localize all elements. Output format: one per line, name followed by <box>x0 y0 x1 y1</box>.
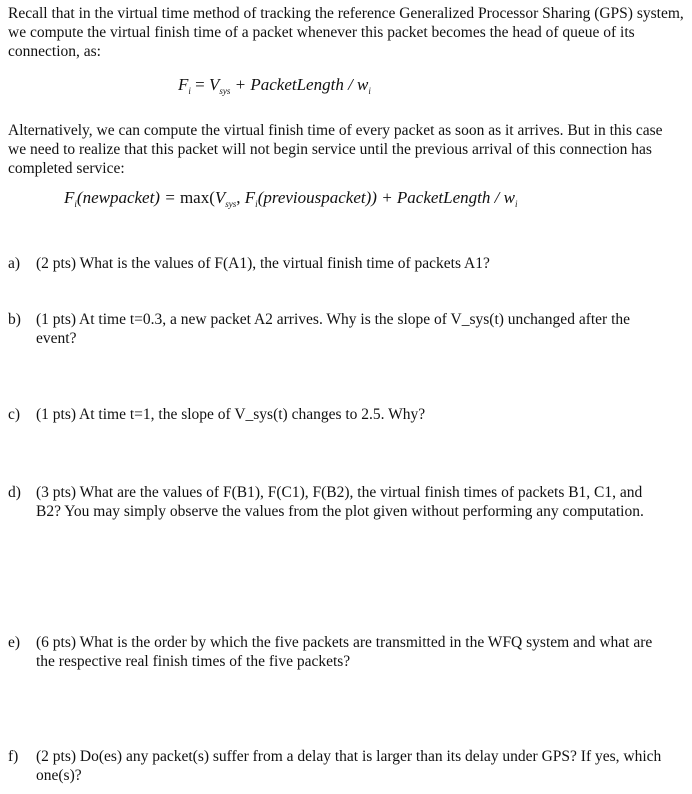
eq2-v: V <box>214 188 226 207</box>
eq2-v-sub: sys <box>225 199 237 209</box>
question-c <box>8 405 668 424</box>
question-d <box>8 483 668 521</box>
eq2-comma: , <box>236 188 245 207</box>
eq1-v-sub: sys <box>219 86 231 96</box>
question-b-label: b) <box>8 311 21 328</box>
question-f-label: f) <box>8 748 19 765</box>
question-a-label: a) <box>8 255 21 272</box>
question-e-pts: (6 pts) What is the order by which the five packets are transmitted in the WFQ system and what <box>36 634 630 651</box>
question-d-label: d) <box>8 484 21 501</box>
question-f-text: which one(s)? <box>36 748 662 784</box>
equation-virtual-finish-time <box>178 75 371 101</box>
eq2-f2: F <box>244 188 256 207</box>
alternative-paragraph: Alternatively, we can compute the virtual finish time of every packet as soon as it arrives. But in this case we need to realize that this packet will not begin service until the previous arrival of this connection has completed service: <box>8 122 663 177</box>
question-e-label: e) <box>8 634 21 651</box>
question-d-pts: (3 pts) What are the values of <box>36 484 223 501</box>
question-f <box>8 747 668 785</box>
eq2-arg1: (newpacket) = <box>76 188 180 207</box>
question-a <box>8 254 668 273</box>
eq1-rest: + PacketLength / w <box>230 75 369 94</box>
eq1-f-sub: i <box>188 86 191 96</box>
eq2-f-sub: i <box>74 199 77 209</box>
eq1-f: F <box>178 75 189 94</box>
eq1-v: V <box>209 75 220 94</box>
equation-new-packet-finish-time <box>64 188 517 214</box>
eq2-arg2: (previouspacket)) + PacketLength / w <box>257 188 515 207</box>
question-a-text: F(A1), the virtual finish time of packets A1? <box>214 255 490 272</box>
eq2-w-sub: i <box>514 199 518 209</box>
question-c-label: c) <box>8 406 21 423</box>
eq1-equals: = <box>190 75 209 94</box>
eq2-f: F <box>64 188 75 207</box>
question-b <box>8 310 668 348</box>
eq2-f2-sub: i <box>255 199 258 209</box>
question-e-text: are the respective real finish times of the five packets? <box>36 634 653 670</box>
question-e <box>8 633 668 671</box>
question-f-pts: (2 pts) Do(es) any packet(s) suffer from a delay that is larger than its delay under GPS? If yes, <box>36 748 620 765</box>
eq1-w-sub: i <box>368 86 371 96</box>
question-c-pts: (1 pts) At time <box>36 406 130 423</box>
question-b-text: t=0.3, a new packet A2 arrives. Why is the slope of V_sys(t) unchanged after the event? <box>36 311 631 347</box>
intro-paragraph: Recall that in the virtual time method of tracking the reference Generalized Processor Sharing (GPS) system, we compute the virtual finish time of a packet whenever this packet becomes the head of queue of its connection, as: <box>8 5 684 60</box>
eq2-max: max( <box>179 188 215 207</box>
question-c-text: t=1, the slope of V_sys(t) changes to 2.5. Why? <box>129 406 426 423</box>
question-b-pts: (1 pts) At time <box>36 311 130 328</box>
question-d-text: F(B1), F(C1), F(B2), the virtual finish times of packets B1, C1, and B2? You may simply observe the values from the plot given without performing any computation. <box>36 484 644 520</box>
question-a-pts: (2 pts) What is the values of <box>36 255 215 272</box>
